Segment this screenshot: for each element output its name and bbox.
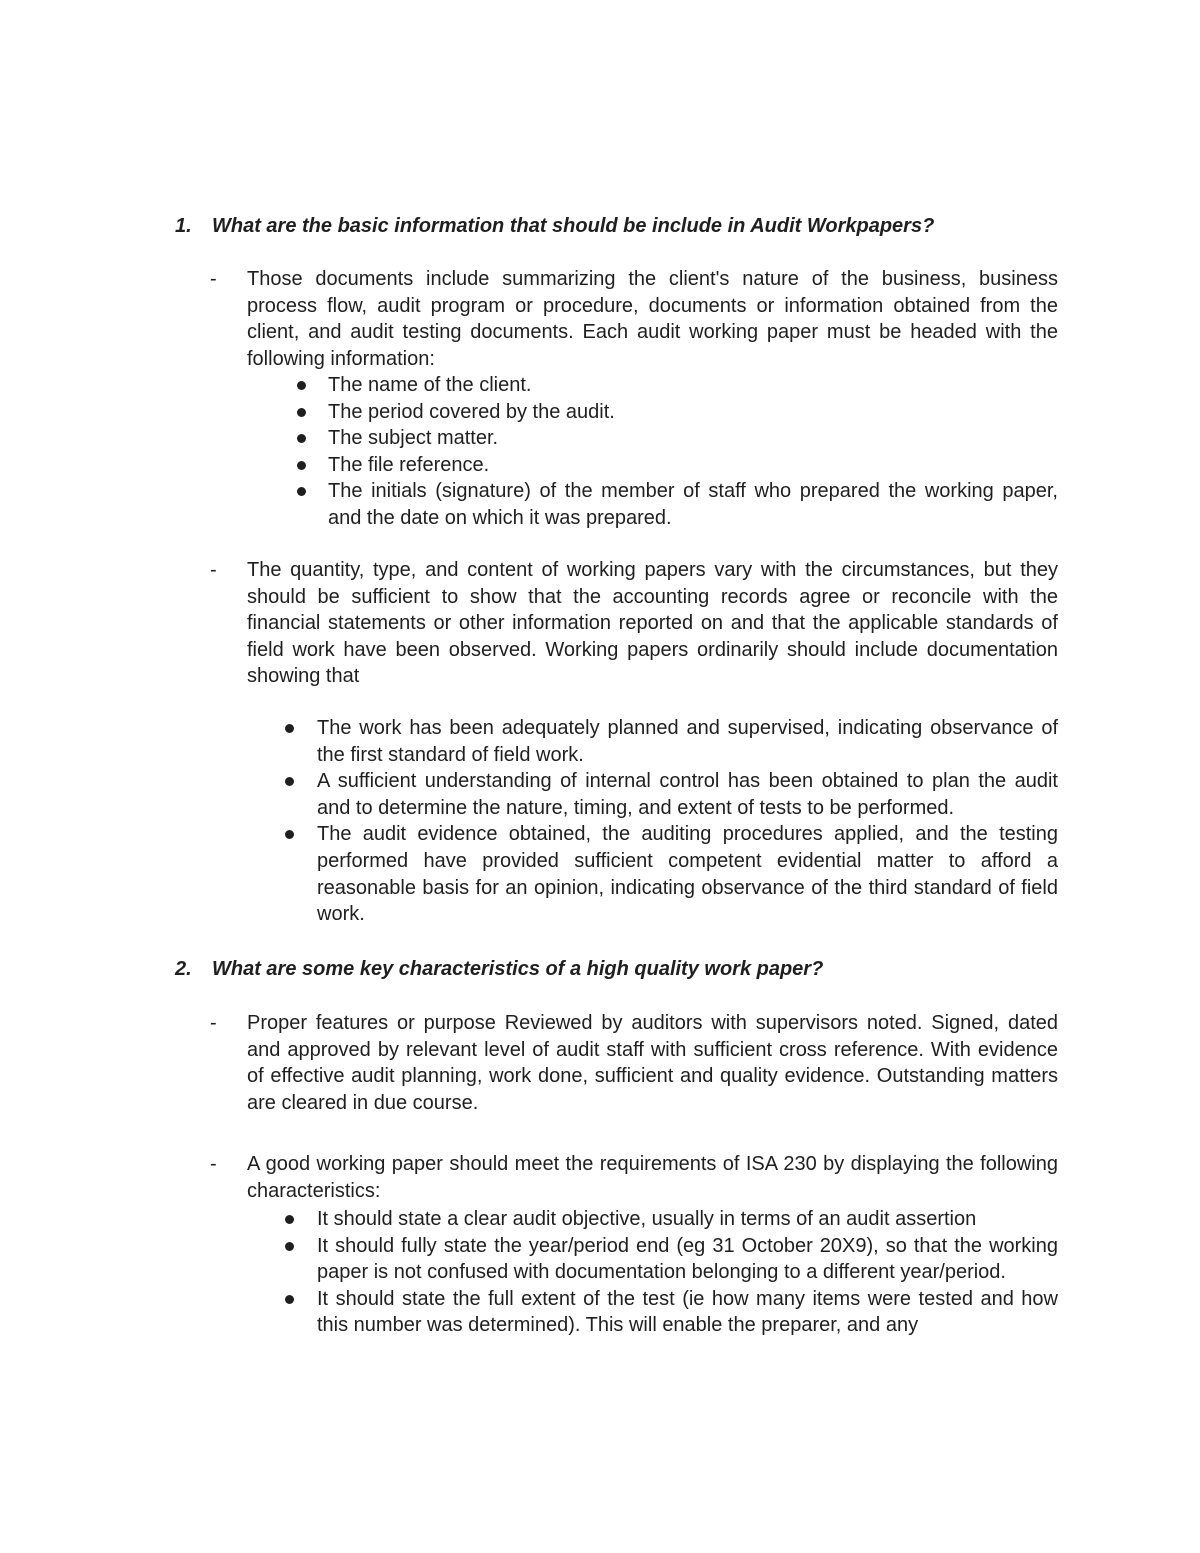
list-item: The initials (signature) of the member of staff who prepared the working paper, and the date on which it was prepared. (292, 478, 1058, 531)
bullet-icon (285, 1242, 294, 1251)
list-item: It should fully state the year/period end (eg 31 October 20X9), so that the working paper is not confused with documentation belonging to a different year/period. (281, 1233, 1058, 1286)
list-item: The work has been adequately planned and supervised, indicating observance of the first standard of field work. (281, 715, 1058, 768)
question-text: What are some key characteristics of a high quality work paper? (212, 958, 824, 980)
bullet-list (281, 1206, 1058, 1339)
dash-marker: - (210, 559, 217, 581)
bullet-icon (285, 777, 294, 786)
bullet-icon (297, 408, 306, 417)
bullet-icon (297, 487, 306, 496)
bullet-icon (285, 1215, 294, 1224)
list-item: The subject matter. (292, 425, 1058, 452)
bullet-icon (285, 724, 294, 733)
question-number: 2. (175, 958, 192, 980)
question-2-heading (175, 956, 1075, 982)
dash-marker: - (210, 1153, 217, 1175)
bullet-icon (285, 1295, 294, 1304)
question-number: 1. (175, 215, 192, 237)
list-item: The name of the client. (292, 372, 1058, 399)
bullet-icon (297, 434, 306, 443)
bullet-icon (285, 830, 294, 839)
question-1-heading (175, 213, 1075, 239)
question-text: What are the basic information that should be include in Audit Workpapers? (212, 215, 935, 237)
list-item: A sufficient understanding of internal control has been obtained to plan the audit and to determine the nature, timing, and extent of tests to be performed. (281, 768, 1058, 821)
answer-paragraph: Proper features or purpose Reviewed by auditors with supervisors noted. Signed, dated and approved by relevant level of audit staff with sufficient cross reference. With evidence of effective audit planning, work done, sufficient and quality evidence. Outstanding matters are cleared in due course. (247, 1012, 1058, 1114)
bullet-list (292, 372, 1058, 532)
dash-marker: - (210, 1012, 217, 1034)
bullet-icon (297, 461, 306, 470)
list-item: The audit evidence obtained, the auditing procedures applied, and the testing performed have provided sufficient competent evidential matter to afford a reasonable basis for an opinion, indicating observance of the third standard of field work. (281, 821, 1058, 927)
bullet-list (281, 715, 1058, 928)
list-item: It should state a clear audit objective, usually in terms of an audit assertion (281, 1206, 1058, 1233)
answer-paragraph: Those documents include summarizing the client's nature of the business, business process flow, audit program or procedure, documents or information obtained from the client, and audit testing documents. Each audit working paper must be headed with the following information: (247, 268, 1058, 370)
answer-paragraph: A good working paper should meet the requirements of ISA 230 by displaying the following characteristics: (247, 1153, 1058, 1202)
list-item: It should state the full extent of the test (ie how many items were tested and how this number was determined). This will enable the preparer, and any (281, 1286, 1058, 1339)
list-item: The period covered by the audit. (292, 399, 1058, 426)
answer-paragraph: The quantity, type, and content of working papers vary with the circumstances, but they should be sufficient to show that the accounting records agree or reconcile with the financial statements or other information reported on and that the applicable standards of field work have been observed. Working papers ordinarily should include documentation showing that (247, 559, 1058, 688)
bullet-icon (297, 381, 306, 390)
dash-marker: - (210, 268, 217, 290)
list-item: The file reference. (292, 452, 1058, 479)
